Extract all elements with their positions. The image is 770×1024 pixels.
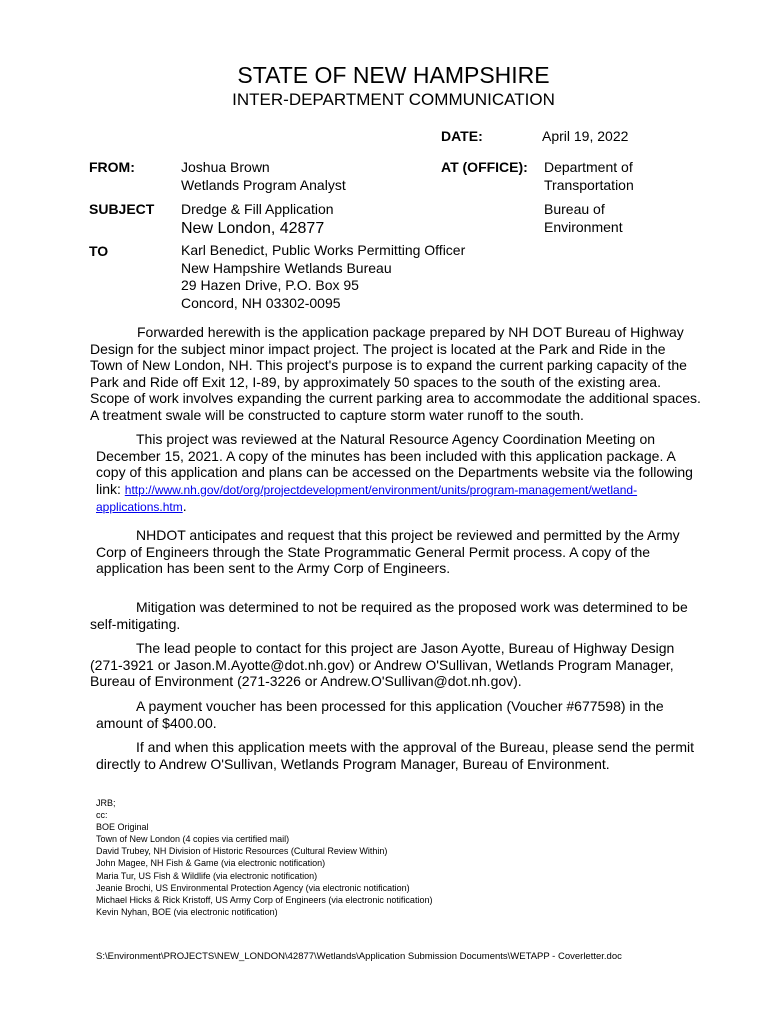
to-line: 29 Hazen Drive, P.O. Box 95 bbox=[181, 277, 359, 293]
paragraph-line: self-mitigating. bbox=[90, 615, 181, 632]
paragraph-line: Design for the subject minor impact project. The project is located at the Park and Ride in the bbox=[90, 340, 666, 357]
cc-line: Michael Hicks & Rick Kristoff, US Army Corp of Engineers (via electronic notification) bbox=[96, 894, 433, 905]
file-path-footer: S:\Environment\PROJECTS\NEW_LONDON\42877\Wetlands\Application Submission Documents\WETAPP - Coverletter.doc bbox=[96, 951, 622, 962]
cc-line: Jeanie Brochi, US Environmental Protection Agency (via electronic notification) bbox=[96, 882, 410, 893]
from-label: FROM: bbox=[89, 159, 135, 175]
office-line: Department of bbox=[544, 159, 633, 175]
paragraph-line: application has been sent to the Army Corp of Engineers. bbox=[96, 560, 451, 577]
document-title: STATE OF NEW HAMPSHIRE bbox=[237, 62, 550, 88]
body-paragraph-6 bbox=[96, 698, 716, 731]
subject-label: SUBJECT bbox=[89, 201, 155, 217]
paragraph-line: Forwarded herewith is the application package prepared by NH DOT Bureau of Highway bbox=[137, 324, 684, 340]
paragraph-line: Town of New London, NH. This project's purpose is to expand the current parking capacity of the bbox=[90, 357, 687, 374]
body-paragraph-1 bbox=[90, 324, 710, 424]
cc-line: cc: bbox=[96, 810, 108, 821]
office-value-bureau bbox=[544, 201, 623, 236]
cc-line: JRB; bbox=[96, 798, 116, 808]
date-label: DATE: bbox=[441, 128, 483, 144]
paragraph-line: This project was reviewed at the Natural Resource Agency Coordination Meeting on bbox=[136, 431, 656, 447]
paragraph-line: Scope of work involves expanding the current parking area to accommodate the additional spaces. bbox=[90, 390, 701, 407]
cc-line: John Magee, NH Fish & Game (via electronic notification) bbox=[96, 858, 326, 869]
to-label: TO bbox=[89, 243, 109, 259]
body-paragraph-5 bbox=[90, 640, 710, 690]
website-link-continued[interactable]: applications.htm bbox=[96, 500, 183, 515]
link-prefix: link: bbox=[96, 480, 125, 497]
subject-value bbox=[181, 201, 334, 238]
paragraph-line: A treatment swale will be constructed to capture storm water runoff to the south. bbox=[90, 406, 584, 423]
paragraph-line: NHDOT anticipates and request that this project be reviewed and permitted by the Army bbox=[136, 527, 680, 543]
document-subtitle: INTER-DEPARTMENT COMMUNICATION bbox=[232, 90, 555, 109]
paragraph-line bbox=[96, 481, 716, 499]
date-value: April 19, 2022 bbox=[542, 128, 629, 144]
office-line: Transportation bbox=[544, 176, 634, 193]
cc-line: Town of New London (4 copies via certified mail) bbox=[96, 834, 290, 845]
paragraph-line: (271-3921 or Jason.M.Ayotte@dot.nh.gov) or Andrew O'Sullivan, Wetlands Program Manager, bbox=[90, 656, 674, 673]
paragraph-line: amount of $400.00. bbox=[96, 714, 217, 731]
paragraph-line: Park and Ride off Exit 12, I-89, by approximately 50 spaces to the south of the existing area. bbox=[90, 373, 661, 390]
office-value-department bbox=[544, 159, 634, 194]
body-paragraph-3 bbox=[96, 527, 716, 577]
paragraph-line: A payment voucher has been processed for this application (Voucher #677598) in the bbox=[136, 698, 664, 714]
from-line: Wetlands Program Analyst bbox=[181, 176, 346, 193]
to-line: New Hampshire Wetlands Bureau bbox=[181, 259, 392, 276]
paragraph-line: copy of this application and plans can be accessed on the Departments website via the following bbox=[96, 464, 693, 481]
cc-line: David Trubey, NH Division of Historic Resources (Cultural Review Within) bbox=[96, 846, 388, 857]
cc-line: Maria Tur, US Fish & Wildlife (via electronic notification) bbox=[96, 870, 318, 881]
to-value bbox=[181, 242, 465, 312]
body-paragraph-7 bbox=[96, 739, 716, 772]
cc-line: Kevin Nyhan, BOE (via electronic notification) bbox=[96, 906, 278, 917]
office-line: Environment bbox=[544, 218, 623, 235]
cc-list bbox=[96, 797, 432, 918]
body-paragraph-4 bbox=[90, 599, 710, 632]
paragraph-line: If and when this application meets with the approval of the Bureau, please send the permit bbox=[136, 739, 695, 755]
to-line: Concord, NH 03302-0095 bbox=[181, 294, 341, 311]
office-label: AT (OFFICE): bbox=[441, 159, 528, 175]
from-line: Joshua Brown bbox=[181, 159, 270, 175]
to-line: Karl Benedict, Public Works Permitting Officer bbox=[181, 242, 466, 258]
paragraph-line bbox=[96, 498, 716, 516]
from-value bbox=[181, 159, 346, 194]
website-link[interactable]: http://www.nh.gov/dot/org/projectdevelopment/environment/units/program-management/wetland- bbox=[124, 482, 638, 497]
cc-line: BOE Original bbox=[96, 822, 149, 833]
office-line: Bureau of bbox=[544, 201, 605, 217]
link-suffix: . bbox=[182, 498, 187, 515]
subject-line: Dredge & Fill Application bbox=[181, 201, 334, 217]
body-paragraph-2 bbox=[96, 431, 716, 516]
paragraph-line: The lead people to contact for this project are Jason Ayotte, Bureau of Highway Design bbox=[136, 640, 675, 656]
paragraph-line: December 15, 2021. A copy of the minutes has been included with this application package. A bbox=[96, 447, 676, 464]
subject-line: New London, 42877 bbox=[181, 219, 325, 237]
paragraph-line: Bureau of Environment (271-3226 or Andrew.O'Sullivan@dot.nh.gov). bbox=[90, 673, 522, 690]
paragraph-line: directly to Andrew O'Sullivan, Wetlands Program Manager, Bureau of Environment. bbox=[96, 755, 610, 772]
paragraph-line: Corp of Engineers through the State Programmatic General Permit process. A copy of the bbox=[96, 543, 651, 560]
paragraph-line: Mitigation was determined to not be required as the proposed work was determined to be bbox=[136, 599, 688, 615]
